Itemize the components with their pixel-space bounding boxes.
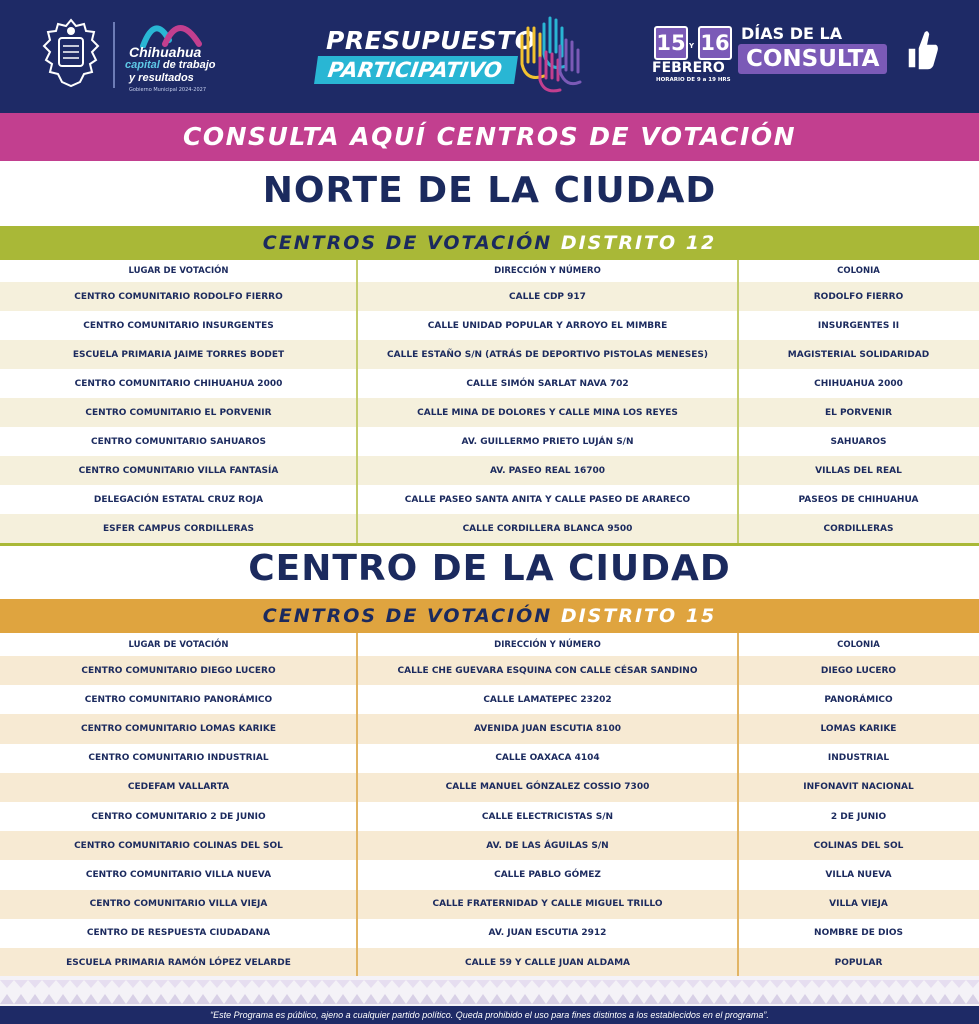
municipal-shield-icon [40, 16, 102, 90]
table-row [0, 890, 979, 919]
consultation-title-bottom: CONSULTA [738, 44, 887, 74]
colonia-cell: 2 DE JUNIO [830, 811, 887, 822]
address-cell: CALLE MANUEL GÓNZALEZ COSSIO 7300 [445, 782, 650, 793]
table-row [0, 860, 979, 889]
column-divider [737, 260, 739, 543]
column-header: COLONIA [837, 266, 880, 276]
colonia-cell: CHIHUAHUA 2000 [814, 378, 903, 389]
address-cell: AVENIDA JUAN ESCUTIA 8100 [473, 723, 622, 734]
table-row [0, 427, 979, 456]
city-government-caption: Gobierno Municipal 2024-2027 [129, 87, 207, 93]
colonia-cell: PASEOS DE CHIHUAHUA [798, 494, 919, 505]
district-number: DISTRITO 15 [560, 605, 717, 627]
address-cell: CALLE CHE GUEVARA ESQUINA CON CALLE CÉSAR SANDINO [397, 665, 698, 676]
voting-place-cell: CENTRO DE RESPUESTA CIUDADANA [86, 928, 271, 939]
address-cell: AV. GUILLERMO PRIETO LUJÁN S/N [461, 436, 634, 447]
voting-place-cell: CENTRO COMUNITARIO VILLA FANTASÍA [78, 465, 279, 476]
consultation-hours: HORARIO DE 9 a 19 HRS [656, 77, 731, 83]
voting-place-cell: CENTRO COMUNITARIO RODOLFO FIERRO [74, 291, 283, 302]
voting-centers-table-norte [0, 260, 979, 542]
colonia-cell: VILLAS DEL REAL [815, 465, 902, 476]
address-cell: CALLE OAXACA 4104 [495, 753, 600, 764]
voting-place-cell: CENTRO COMUNITARIO INSURGENTES [83, 320, 274, 331]
section-title-norte: NORTE DE LA CIUDAD [262, 170, 717, 211]
thumbs-up-icon [904, 26, 940, 72]
city-slogan-line-2: y resultados [129, 72, 194, 84]
colonia-cell: EL PORVENIR [824, 407, 893, 418]
table-row [0, 398, 979, 427]
address-cell: CALLE LAMATEPEC 23202 [483, 694, 612, 705]
column-header: LUGAR DE VOTACIÓN [128, 639, 229, 650]
table-row [0, 802, 979, 831]
colonia-cell: NOMBRE DE DIOS [814, 928, 903, 939]
colonia-cell: PANORÁMICO [824, 694, 893, 705]
voting-place-cell: CENTRO COMUNITARIO COLINAS DEL SOL [74, 840, 283, 851]
district-15-bar [0, 599, 979, 633]
consultation-title-top: DÍAS DE LA [741, 24, 843, 43]
colonia-cell: MAGISTERIAL SOLIDARIDAD [787, 349, 930, 360]
colonia-cell: VILLA NUEVA [825, 869, 892, 880]
city-name: Chihuahua [129, 44, 202, 60]
voting-place-cell: CENTRO COMUNITARIO 2 DE JUNIO [91, 811, 266, 822]
address-cell: CALLE CDP 917 [509, 291, 586, 302]
voting-place-cell: CENTRO COMUNITARIO DIEGO LUCERO [81, 665, 276, 676]
table-row [0, 831, 979, 860]
colonia-cell: DIEGO LUCERO [820, 665, 897, 676]
table-header-row [0, 633, 979, 656]
table-row [0, 514, 979, 543]
address-cell: CALLE ESTAÑO S/N (ATRÁS DE DEPORTIVO PISTOLAS MENESES) [387, 349, 708, 360]
table-row [0, 773, 979, 802]
section-title-centro: CENTRO DE LA CIUDAD [248, 548, 731, 589]
table-row [0, 744, 979, 773]
calendar-day-1: 15 [654, 26, 688, 60]
voting-place-cell: ESCUELA PRIMARIA JAIME TORRES BODET [72, 349, 285, 360]
voting-place-cell: CENTRO COMUNITARIO LOMAS KARIKE [81, 723, 276, 734]
banner-text: CONSULTA AQUÍ CENTROS DE VOTACIÓN [182, 122, 796, 151]
colonia-cell: LOMAS KARIKE [820, 723, 897, 734]
column-header: DIRECCIÓN Y NÚMERO [494, 639, 601, 650]
address-cell: CALLE 59 Y CALLE JUAN ALDAMA [464, 957, 631, 968]
colonia-cell: POPULAR [834, 957, 883, 968]
raised-hands-icon [514, 14, 584, 94]
colonia-cell: INFONAVIT NACIONAL [803, 782, 914, 793]
colonia-cell: SAHUAROS [830, 436, 887, 447]
table-row [0, 919, 979, 948]
colonia-cell: VILLA VIEJA [829, 899, 888, 910]
table-row [0, 282, 979, 311]
program-logo [314, 14, 582, 98]
table-header-row [0, 260, 979, 282]
address-cell: CALLE UNIDAD POPULAR Y ARROYO EL MIMBRE [427, 320, 668, 331]
voting-place-cell: CENTRO COMUNITARIO PANORÁMICO [84, 694, 273, 705]
address-cell: CALLE PASEO SANTA ANITA Y CALLE PASEO DE ARARECO [404, 494, 691, 505]
logo-divider [113, 22, 115, 88]
address-cell: CALLE MINA DE DOLORES Y CALLE MINA LOS REYES [417, 407, 678, 418]
address-cell: AV. PASEO REAL 16700 [489, 465, 606, 476]
address-cell: AV. DE LAS ÁGUILAS S/N [486, 840, 609, 851]
voting-place-cell: ESCUELA PRIMARIA RAMÓN LÓPEZ VELARDE [66, 957, 291, 968]
voting-centers-table-centro [0, 633, 979, 973]
consulta-banner [0, 113, 979, 161]
address-cell: CALLE SIMÓN SARLAT NAVA 702 [466, 378, 629, 389]
column-header: DIRECCIÓN Y NÚMERO [494, 266, 601, 276]
calendar-month: FEBRERO [652, 60, 725, 76]
voting-place-cell: ESFER CAMPUS CORDILLERAS [102, 523, 255, 534]
city-slogan-rest: de trabajo [159, 59, 216, 71]
city-slogan-accent: capital [125, 59, 160, 71]
table-row [0, 456, 979, 485]
calendar-day-2: 16 [698, 26, 732, 60]
voting-place-cell: CENTRO COMUNITARIO INDUSTRIAL [88, 753, 269, 764]
colonia-cell: RODOLFO FIERRO [813, 291, 904, 302]
voting-place-cell: CENTRO COMUNITARIO VILLA VIEJA [89, 899, 268, 910]
city-slogan-line [125, 59, 215, 71]
table-row [0, 311, 979, 340]
city-logo [125, 18, 235, 96]
column-divider [356, 633, 358, 977]
table-row [0, 369, 979, 398]
table-row [0, 714, 979, 743]
address-cell: AV. JUAN ESCUTIA 2912 [488, 928, 607, 939]
district-number: DISTRITO 12 [560, 232, 717, 254]
colonia-cell: INDUSTRIAL [827, 753, 890, 764]
column-divider [737, 633, 739, 977]
address-cell: CALLE PABLO GÓMEZ [494, 869, 601, 880]
decorative-pattern [0, 976, 979, 1008]
voting-place-cell: CENTRO COMUNITARIO EL PORVENIR [85, 407, 272, 418]
voting-place-cell: DELEGACIÓN ESTATAL CRUZ ROJA [93, 494, 264, 505]
voting-place-cell: CEDEFAM VALLARTA [127, 782, 230, 793]
header-bar [0, 0, 979, 113]
voting-place-cell: CENTRO COMUNITARIO CHIHUAHUA 2000 [74, 378, 283, 389]
voting-place-cell: CENTRO COMUNITARIO VILLA NUEVA [85, 869, 272, 880]
program-title-top: PRESUPUESTO [326, 26, 537, 55]
table-row [0, 656, 979, 685]
address-cell: CALLE ELECTRICISTAS S/N [481, 811, 614, 822]
column-divider [356, 260, 358, 543]
column-header: LUGAR DE VOTACIÓN [128, 266, 229, 276]
legal-disclaimer: “Este Programa es público, ajeno a cualquier partido político. Queda prohibido el uso para fines distintos a los establecidos en el programa”. [0, 1006, 979, 1024]
table-row [0, 485, 979, 514]
column-header: COLONIA [837, 639, 880, 650]
consultation-dates [650, 20, 950, 100]
voting-place-cell: CENTRO COMUNITARIO SAHUAROS [90, 436, 267, 447]
district-12-bar [0, 226, 979, 260]
colonia-cell: INSURGENTES II [817, 320, 900, 331]
table-bottom-rule [0, 543, 979, 546]
program-title-bottom: PARTICIPATIVO [314, 56, 518, 84]
colonia-cell: CORDILLERAS [823, 523, 894, 534]
colonia-cell: COLINAS DEL SOL [813, 840, 904, 851]
table-row [0, 685, 979, 714]
district-label: CENTROS DE VOTACIÓN [262, 605, 553, 627]
table-row [0, 340, 979, 369]
address-cell: CALLE FRATERNIDAD Y CALLE MIGUEL TRILLO [432, 899, 663, 910]
calendar-connector: Y [689, 42, 695, 50]
district-label: CENTROS DE VOTACIÓN [262, 232, 553, 254]
address-cell: CALLE CORDILLERA BLANCA 9500 [462, 523, 633, 534]
table-row [0, 948, 979, 977]
